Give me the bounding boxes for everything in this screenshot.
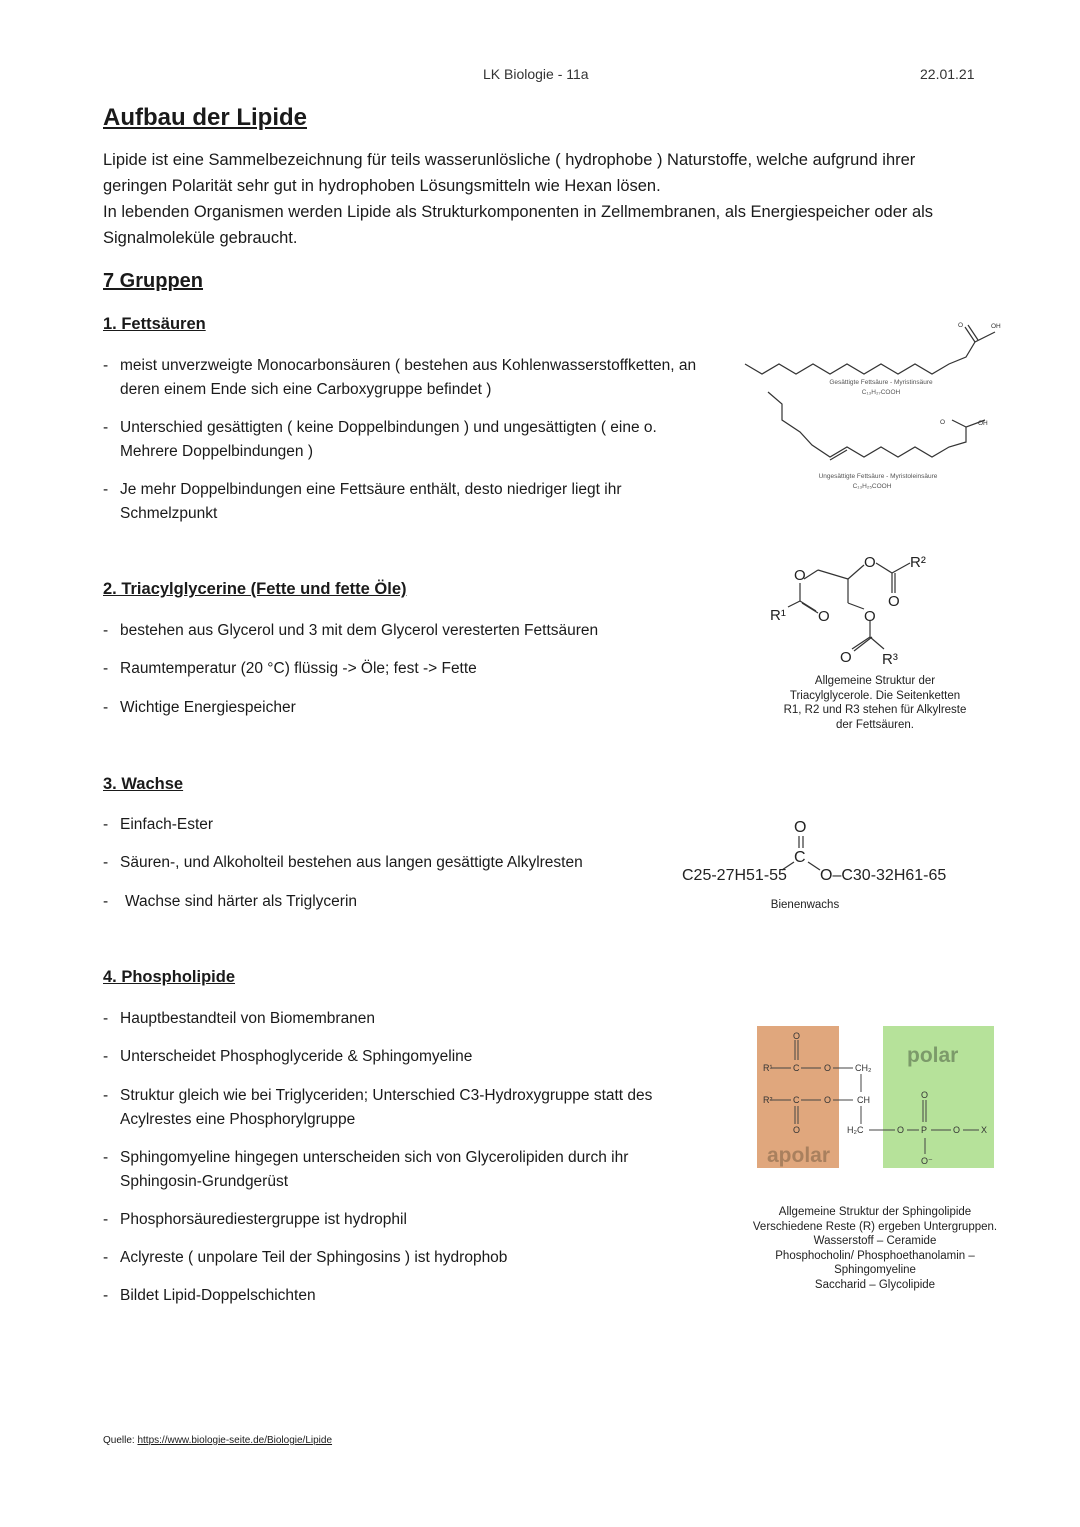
oh-label: OH xyxy=(991,323,1001,330)
unsaturated-fatty-acid-name: Ungesättigte Fettsäure - Myristoleinsäure xyxy=(818,473,938,480)
list-item: - Bildet Lipid-Doppelschichten xyxy=(103,1287,316,1304)
list-item: - Phosphorsäurediestergruppe ist hydrophil xyxy=(103,1211,407,1228)
source-label: Quelle: xyxy=(103,1435,138,1446)
list-item: - Struktur gleich wie bei Triglyceriden; Unterschied C3-Hydroxygruppe statt des Acylrestes eine Phosphorylgruppe xyxy=(103,1087,653,1128)
list-item: - Wachse sind härter als Triglycerin xyxy=(103,893,358,910)
list-item: - Unterschied gesättigten ( keine Doppelbindungen ) und ungesättigten ( eine o. Mehrere Doppelbindungen ) xyxy=(103,419,657,460)
phospholipid-caption xyxy=(730,1205,1020,1292)
groups-heading: 7 Gruppen xyxy=(103,270,204,292)
course-label: LK Biologie - 11a xyxy=(483,66,589,82)
saturated-fatty-acid-formula: C₁₃H₂₇COOH xyxy=(861,389,901,396)
r2-label: R² xyxy=(910,554,926,571)
o-label: O xyxy=(958,322,964,329)
caption-line: Wasserstoff – Ceramide xyxy=(813,1235,937,1247)
wax-alcohol-chain: O–C30-32H61-65 xyxy=(820,867,947,884)
phospholipid-structure-figure xyxy=(757,1026,994,1168)
svg-text:C: C xyxy=(793,1063,800,1073)
list-item: - Hauptbestandteil von Biomembranen xyxy=(103,1010,376,1027)
list-item: - meist unverzweigte Monocarbonsäuren ( bestehen aus Kohlenwasserstoffketten, an deren einem Ende sich eine Carboxygruppe befindet ) xyxy=(103,357,697,398)
triacylglycerol-caption: Allgemeine Struktur der Triacylglycerole. Die Seitenketten R1, R2 und R3 stehen für Alkylreste der Fettsäuren. xyxy=(783,675,967,731)
unsaturated-fatty-acid-formula: C₁₃H₂₅COOH xyxy=(852,483,892,490)
svg-text:CH: CH xyxy=(857,1095,870,1105)
list-item: - Raumtemperatur (20 °C) flüssig -> Öle; fest -> Fette xyxy=(103,660,477,677)
intro-paragraph-1: Lipide ist eine Sammelbezeichnung für teils wasserunlösliche ( hydrophobe ) Naturstoffe, welche aufgrund ihrer geringen Polarität sehr gut in hydrophoben Lösungsmitteln wie Hexan lösen. xyxy=(103,151,916,195)
section-waxes-heading: 3. Wachse xyxy=(103,775,184,793)
triacylglycerol-structure-figure xyxy=(760,545,950,675)
intro-text xyxy=(103,147,983,251)
oxygen-label: O xyxy=(864,608,876,625)
svg-text:R²: R² xyxy=(763,1095,773,1105)
svg-text:O: O xyxy=(824,1095,832,1105)
o-label: O xyxy=(940,419,946,426)
list-item: - Wichtige Energiespeicher xyxy=(103,699,296,716)
list-item: - Aclyreste ( unpolare Teil der Sphingosins ) ist hydrophob xyxy=(103,1249,508,1266)
section-triacylglycerides-heading: 2. Triacylglycerine (Fette und fette Öle) xyxy=(103,580,407,598)
svg-text:O: O xyxy=(793,1125,801,1135)
svg-text:CH₂: CH₂ xyxy=(855,1063,872,1073)
source-link[interactable]: https://www.biologie-seite.de/Biologie/Lipide xyxy=(137,1435,333,1446)
oxygen-label: O xyxy=(864,554,876,571)
svg-text:O: O xyxy=(824,1063,832,1073)
oxygen-label: O xyxy=(794,819,807,836)
oh-label: OH xyxy=(978,420,988,427)
apolar-label: apolar xyxy=(767,1144,831,1167)
caption-line: Saccharid – Glycolipide xyxy=(814,1278,936,1291)
list-item: - Säuren-, und Alkoholteil bestehen aus langen gesättigte Alkylresten xyxy=(103,854,583,871)
list-item: - bestehen aus Glycerol und 3 mit dem Glycerol veresterten Fettsäuren xyxy=(103,622,599,639)
r3-label: R³ xyxy=(882,651,898,668)
list-item: - Unterscheidet Phosphoglyceride & Sphingomyeline xyxy=(103,1048,473,1065)
carbon-label: C xyxy=(794,849,806,866)
saturated-fatty-acid-name: Gesättigte Fettsäure - Myristinsäure xyxy=(829,379,933,386)
svg-text:H₂C: H₂C xyxy=(847,1125,864,1135)
oxygen-label: O xyxy=(818,608,830,625)
r1-label: R¹ xyxy=(770,607,786,624)
wax-acid-chain: C25-27H51-55 xyxy=(682,867,787,884)
beeswax-caption: Bienenwachs xyxy=(770,899,840,911)
date-label: 22.01.21 xyxy=(920,66,975,82)
caption-line: Sphingomyeline xyxy=(834,1264,916,1276)
svg-text:O: O xyxy=(793,1031,801,1041)
svg-text:X: X xyxy=(981,1125,988,1135)
source-line xyxy=(103,1435,332,1446)
fatty-acid-structures-figure xyxy=(740,312,1015,502)
svg-text:C: C xyxy=(793,1095,800,1105)
list-item: - Sphingomyeline hingegen unterscheiden sich von Glycerolipiden durch ihr Sphingosin-Grundgerüst xyxy=(103,1149,629,1190)
intro-paragraph-2: In lebenden Organismen werden Lipide als Strukturkomponenten in Zellmembranen, als Energiespeicher oder als Signalmoleküle gebraucht. xyxy=(103,203,934,247)
svg-text:O: O xyxy=(953,1125,961,1135)
svg-text:O: O xyxy=(921,1090,929,1100)
oxygen-label: O xyxy=(840,649,852,666)
caption-line: Allgemeine Struktur der Sphingolipide xyxy=(778,1206,972,1218)
caption-line: Verschiedene Reste (R) ergeben Untergruppen. xyxy=(752,1220,998,1233)
oxygen-label: O xyxy=(794,567,806,584)
svg-text:P: P xyxy=(921,1125,928,1135)
svg-text:O⁻: O⁻ xyxy=(921,1156,933,1166)
section-phospholipids-heading: 4. Phospholipide xyxy=(103,968,236,986)
section-fatty-acids-heading: 1. Fettsäuren xyxy=(103,315,206,333)
beeswax-structure-figure xyxy=(680,812,970,892)
caption-line: Phosphocholin/ Phosphoethanolamin – xyxy=(775,1249,975,1262)
svg-text:O: O xyxy=(897,1125,905,1135)
oxygen-label: O xyxy=(888,593,900,610)
list-item: - Einfach-Ester xyxy=(103,816,214,833)
polar-label: polar xyxy=(907,1044,959,1067)
svg-text:R¹: R¹ xyxy=(763,1063,773,1073)
page-title: Aufbau der Lipide xyxy=(103,104,307,131)
list-item: - Je mehr Doppelbindungen eine Fettsäure enthält, desto niedriger liegt ihr Schmelzpunkt xyxy=(103,481,622,522)
